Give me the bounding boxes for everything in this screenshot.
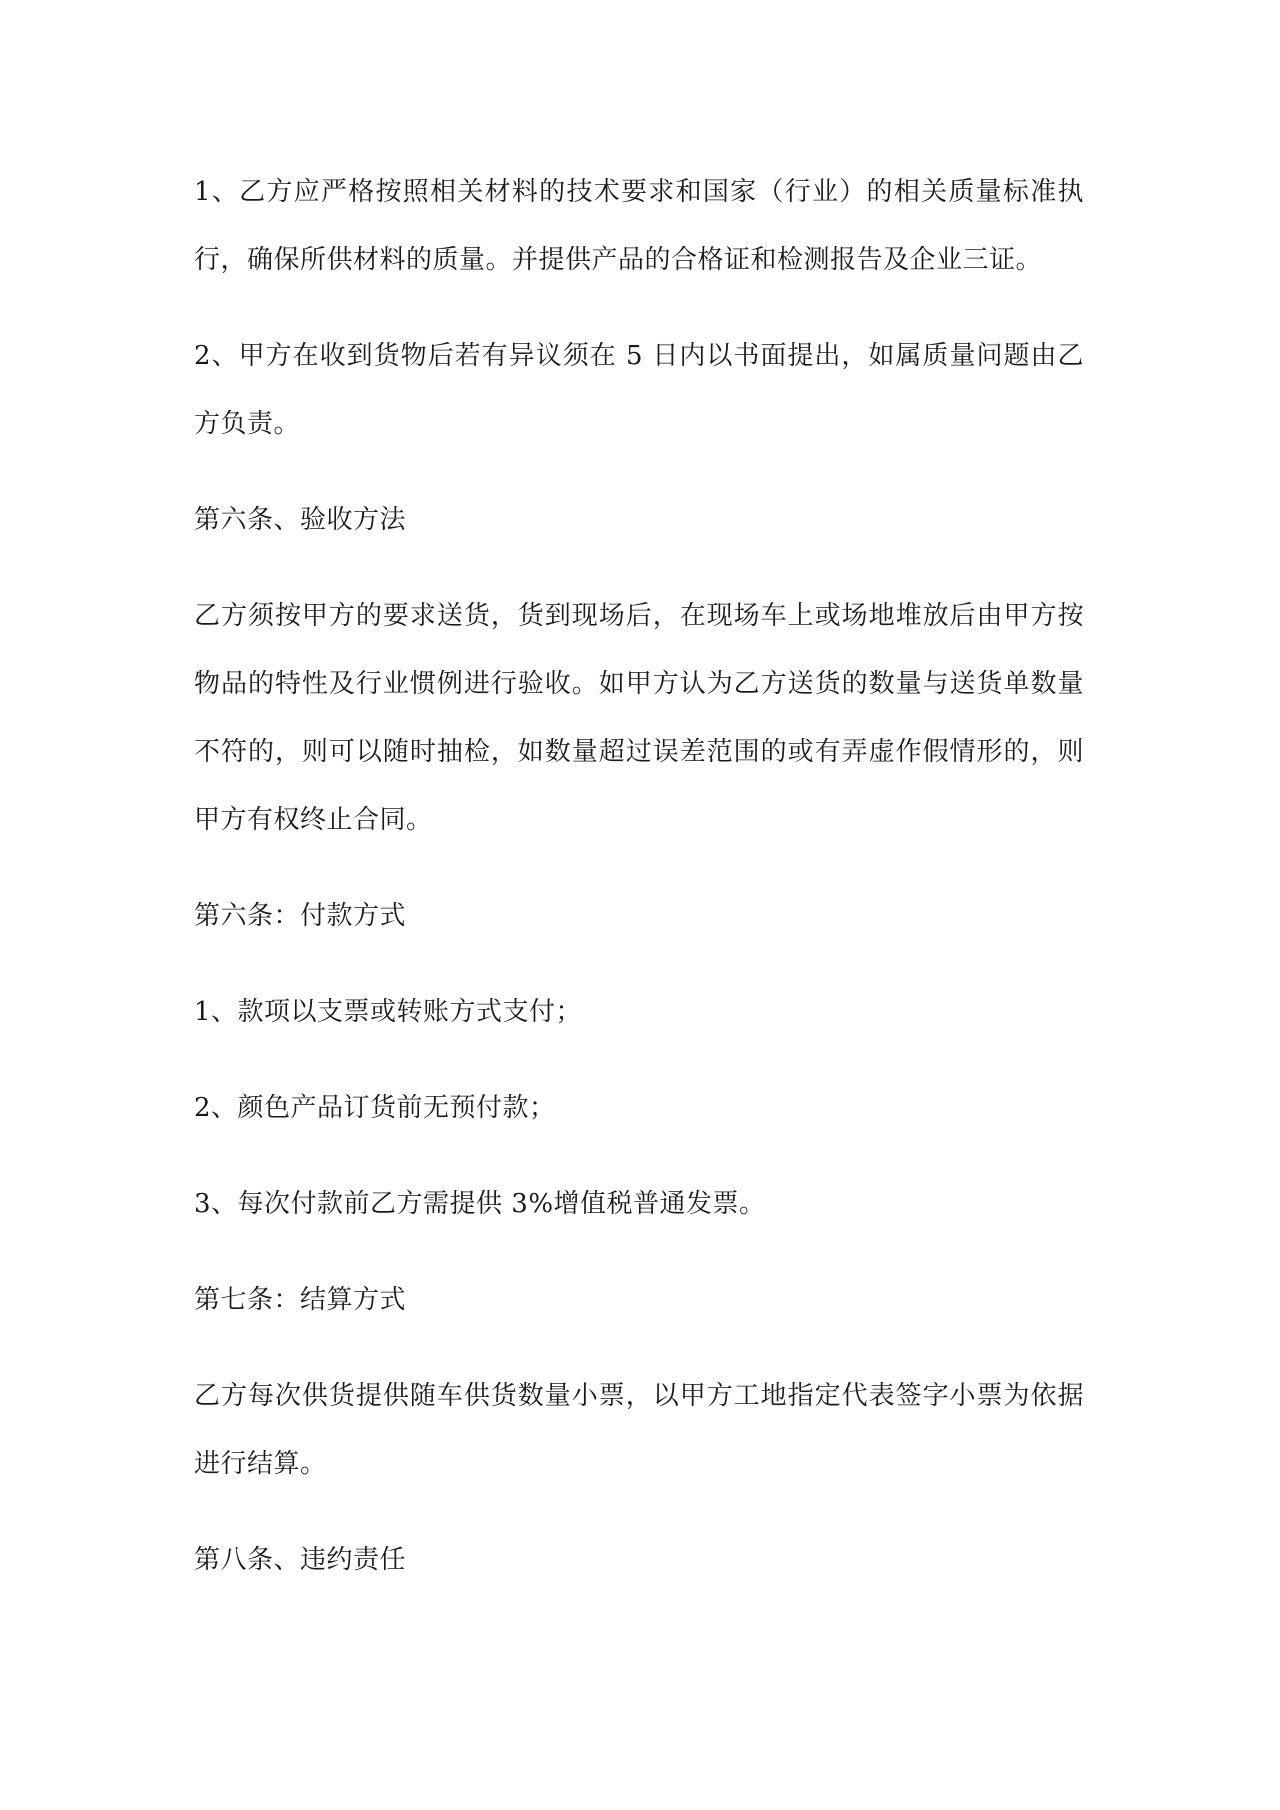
section-heading-acceptance: 第六条、验收方法 xyxy=(194,505,407,535)
section-heading-settlement: 第七条：结算方式 xyxy=(194,1285,407,1315)
acceptance-clause: 乙方须按甲方的要求送货，货到现场后，在现场车上或场地堆放后由甲方按物品的特性及行业惯例进行验收。如甲方认为乙方送货的数量与送货单数量不符的，则可以随时抽检，如数量超过误差范围的或有弄虚作假情形的，则甲方有权终止合同。 xyxy=(194,601,1084,835)
payment-clause-2: 2、颜色产品订货前无预付款； xyxy=(194,1093,556,1123)
section-heading-payment: 第六条：付款方式 xyxy=(194,901,407,931)
quality-clause-2: 2、甲方在收到货物后若有异议须在 5 日内以书面提出，如属质量问题由乙方负责。 xyxy=(194,341,1084,439)
payment-clause-1: 1、款项以支票或转账方式支付； xyxy=(194,997,583,1027)
document-body xyxy=(194,158,1084,1594)
settlement-clause: 乙方每次供货提供随车供货数量小票，以甲方工地指定代表签字小票为依据进行结算。 xyxy=(194,1381,1084,1479)
section-heading-liability: 第八条、违约责任 xyxy=(194,1545,407,1575)
quality-clause-1: 1、乙方应严格按照相关材料的技术要求和国家（行业）的相关质量标准执行，确保所供材料的质量。并提供产品的合格证和检测报告及企业三证。 xyxy=(194,177,1084,275)
payment-clause-3: 3、每次付款前乙方需提供 3%增值税普通发票。 xyxy=(194,1189,766,1219)
